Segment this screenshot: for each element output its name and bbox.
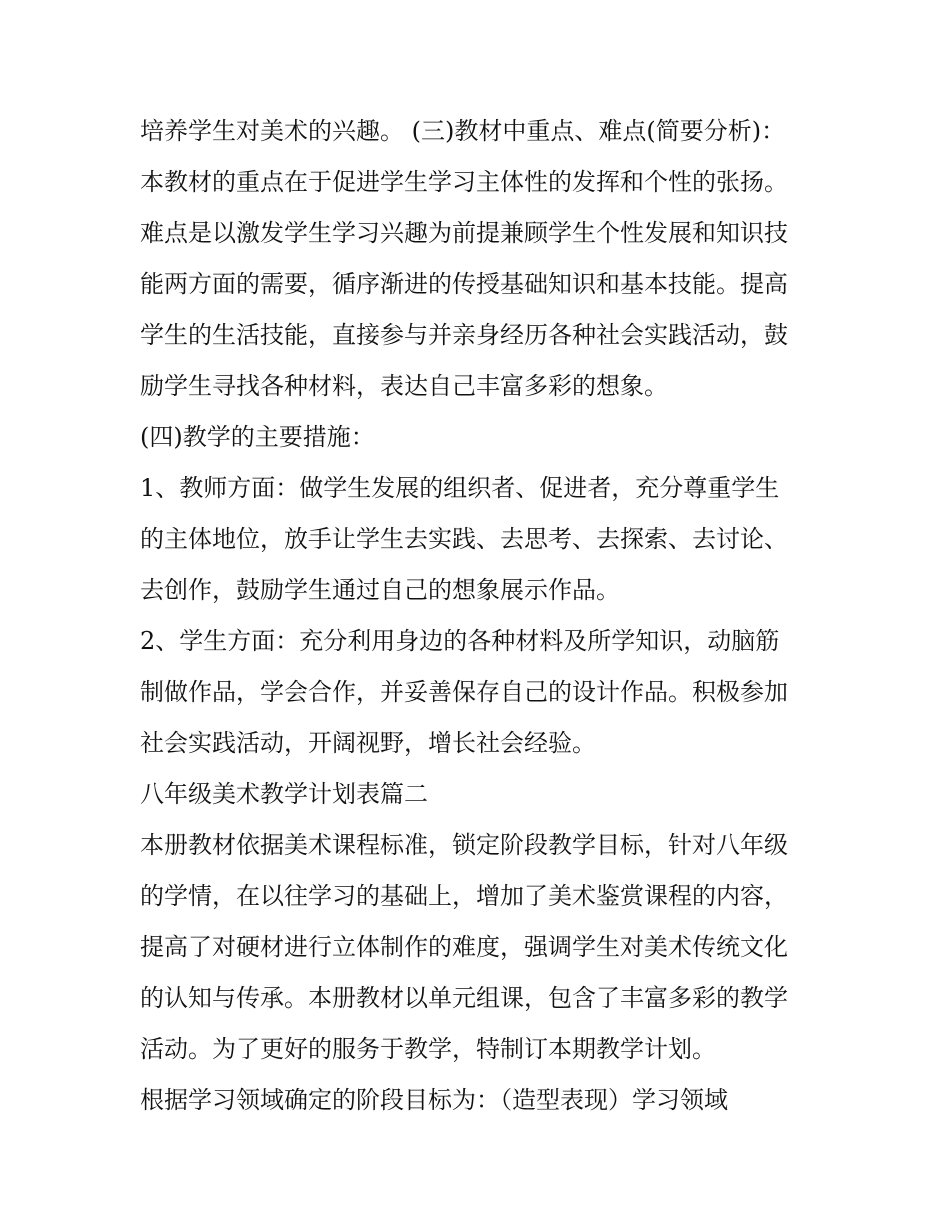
text-line: 根据学习领域确定的阶段目标为：（造型表现）学习领域 — [140, 1086, 728, 1114]
text-line: 本册教材依据美术课程标准，锁定阶段教学目标，针对八年级 — [140, 831, 788, 859]
text-line: 去创作，鼓励学生通过自己的想象展示作品。 — [140, 576, 620, 604]
text-line: 学生的生活技能，直接参与并亲身经历各种社会实践活动，鼓 — [140, 321, 788, 349]
text-line: 1、教师方面：做学生发展的组织者、促进者，充分尊重学生 — [140, 474, 780, 502]
text-line: 制做作品，学会合作，并妥善保存自己的设计作品。积极参加 — [140, 678, 788, 706]
text-line: 的认知与传承。本册教材以单元组课，包含了丰富多彩的教学 — [140, 984, 788, 1012]
text-line: 2、学生方面：充分利用身边的各种材料及所学知识，动脑筋 — [140, 627, 780, 655]
text-line: 本教材的重点在于促进学生学习主体性的发挥和个性的张扬。 — [140, 168, 788, 196]
text-line: 难点是以激发学生学习兴趣为前提兼顾学生个性发展和知识技 — [140, 219, 788, 247]
text-line: 培养学生对美术的兴趣。 (三)教材中重点、难点(简要分析)： — [140, 117, 786, 145]
text-line: 的主体地位，放手让学生去实践、去思考、去探索、去讨论、 — [140, 525, 788, 553]
text-line: 社会实践活动，开阔视野，增长社会经验。 — [140, 729, 596, 757]
text-line: 励学生寻找各种材料，表达自己丰富多彩的想象。 — [140, 372, 668, 400]
text-line: 提高了对硬材进行立体制作的难度，强调学生对美术传统文化 — [140, 933, 788, 961]
document-body — [140, 106, 820, 1126]
section-title: 八年级美术教学计划表篇二 — [140, 780, 428, 808]
text-line: 活动。为了更好的服务于教学，特制订本期教学计划。 — [140, 1035, 716, 1063]
text-line: 的学情，在以往学习的基础上，增加了美术鉴赏课程的内容， — [140, 882, 788, 910]
text-line: 能两方面的需要，循序渐进的传授基础知识和基本技能。提高 — [140, 270, 788, 298]
section-heading: (四)教学的主要措施： — [140, 423, 375, 451]
